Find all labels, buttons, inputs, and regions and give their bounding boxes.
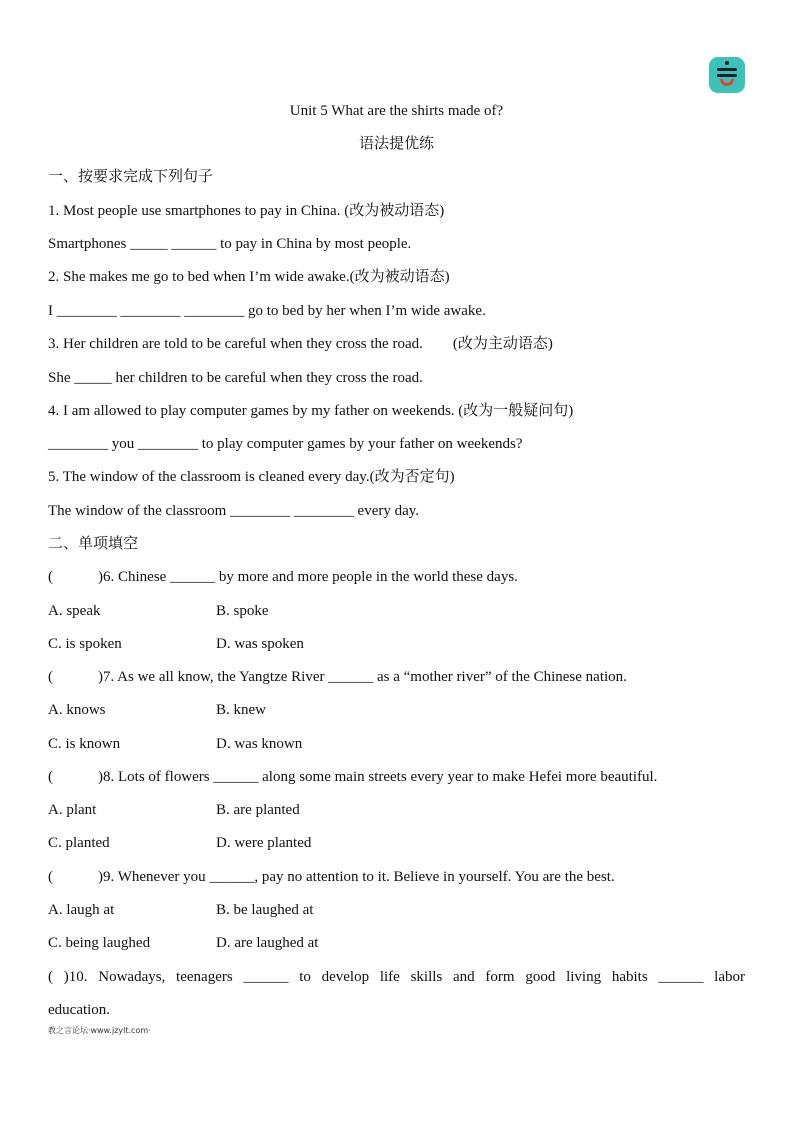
mc-question-stem: ( )8. Lots of flowers ______ along some main streets every year to make Hefei more beautiful.	[48, 769, 658, 785]
mc-question-stem: ( )9. Whenever you ______, pay no attention to it. Believe in yourself. You are the best.	[48, 869, 615, 885]
option-d: D. was known	[216, 736, 303, 752]
option-a: A. plant	[48, 802, 97, 818]
question-text: 2. She makes me go to bed when I’m wide awake.(改为被动语态)	[48, 269, 450, 285]
answer-line: ________ you ________ to play computer games by your father on weekends?	[48, 436, 523, 452]
mc-question-stem: ( )6. Chinese ______ by more and more people in the world these days.	[48, 569, 518, 585]
document-title: Unit 5 What are the shirts made of?	[289, 103, 504, 119]
option-d: D. were planted	[216, 835, 312, 851]
section-heading: 一、按要求完成下列句子	[48, 169, 214, 185]
option-c: C. is spoken	[48, 636, 122, 652]
mc-question-stem: ( )7. As we all know, the Yangtze River ______ as a “mother river” of the Chinese nation.	[48, 669, 627, 685]
option-c: C. being laughed	[48, 935, 151, 951]
logo-dot	[725, 61, 729, 65]
document-subtitle: 语法提优练	[358, 136, 434, 152]
option-b: B. knew	[216, 702, 266, 718]
option-b: B. are planted	[216, 802, 300, 818]
mc-question-continuation: education.	[48, 1002, 111, 1018]
logo-bar	[717, 74, 737, 77]
question-text: 4. I am allowed to play computer games by my father on weekends. (改为一般疑问句)	[48, 403, 574, 419]
logo-smile	[720, 79, 734, 86]
logo-icon	[709, 57, 745, 93]
answer-line: She _____ her children to be careful when they cross the road.	[48, 370, 423, 386]
section-heading: 二、单项填空	[48, 536, 139, 552]
option-b: B. be laughed at	[216, 902, 314, 918]
answer-line: Smartphones _____ ______ to pay in China by most people.	[48, 236, 412, 252]
footer-watermark: 教之言论坛·www.jzylt.com·	[48, 1026, 151, 1035]
answer-line: The window of the classroom ________ ________ every day.	[48, 503, 420, 519]
answer-line: I ________ ________ ________ go to bed by her when I’m wide awake.	[48, 303, 486, 319]
mc-question-stem: ( )10. Nowadays, teenagers ______ to develop life skills and form good living habits ______ labor	[48, 969, 745, 985]
option-a: A. knows	[48, 702, 106, 718]
option-c: C. is known	[48, 736, 121, 752]
option-a: A. speak	[48, 603, 101, 619]
option-a: A. laugh at	[48, 902, 115, 918]
option-d: D. was spoken	[216, 636, 304, 652]
question-text: 5. The window of the classroom is cleaned every day.(改为否定句)	[48, 469, 455, 485]
question-text: 1. Most people use smartphones to pay in China. (改为被动语态)	[48, 203, 445, 219]
logo-bar	[717, 68, 737, 71]
option-c: C. planted	[48, 835, 110, 851]
question-text: 3. Her children are told to be careful when they cross the road. (改为主动语态)	[48, 336, 553, 352]
option-d: D. are laughed at	[216, 935, 319, 951]
option-b: B. spoke	[216, 603, 269, 619]
